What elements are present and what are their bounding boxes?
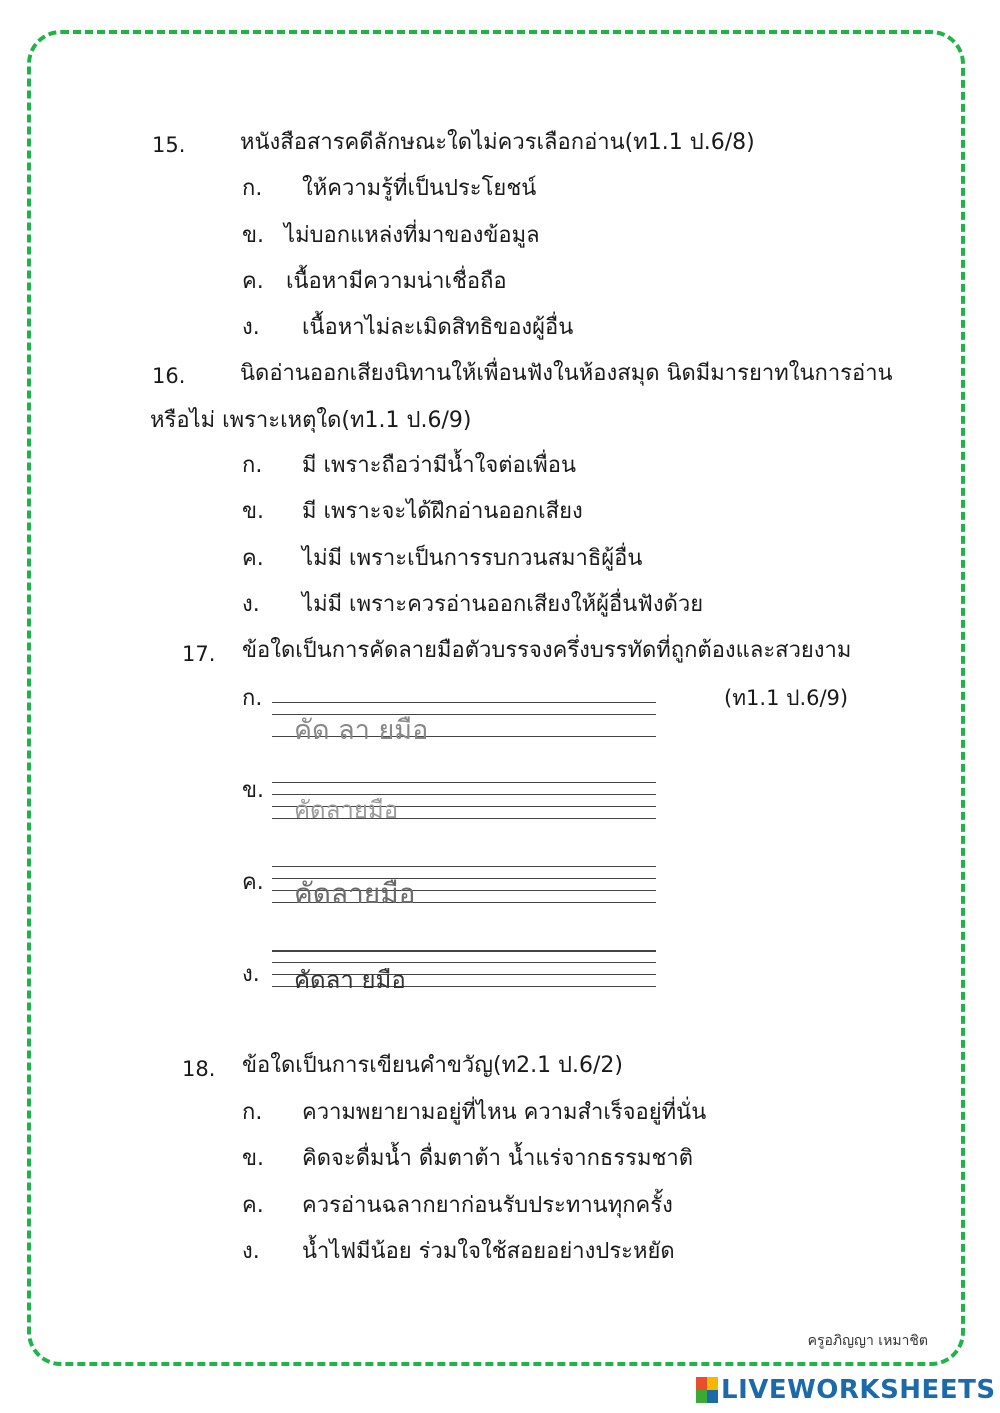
- writing-line: [272, 782, 656, 783]
- question-16-text-line2: หรือไม่ เพราะเหตุใด(ท1.1 ป.6/9): [150, 408, 472, 433]
- q16-option-a-label[interactable]: ก.: [242, 453, 263, 478]
- q18-option-c-label[interactable]: ค.: [242, 1193, 264, 1218]
- q16-option-d-label[interactable]: ง.: [242, 592, 260, 617]
- q17-option-c-sample: คัดลายมือ: [294, 877, 416, 910]
- q17-option-d-sample: คัดลา ยมือ: [294, 966, 406, 994]
- q17-option-b-handwriting[interactable]: [272, 778, 656, 838]
- question-15-number: 15.: [152, 133, 186, 157]
- question-16-text-line1: นิดอ่านออกเสียงนิทานให้เพื่อนฟังในห้องสมุด นิดมีมารยาทในการอ่าน: [240, 361, 893, 386]
- liveworksheets-logo: [696, 1375, 996, 1405]
- q16-option-c-text[interactable]: ไม่มี เพราะเป็นการรบกวนสมาธิผู้อื่น: [302, 546, 643, 571]
- q18-option-a-label[interactable]: ก.: [242, 1100, 263, 1125]
- q17-option-a-sample: คัด ลา ยมือ: [294, 715, 429, 746]
- q16-option-b-label[interactable]: ข.: [242, 499, 265, 524]
- q17-option-d-handwriting[interactable]: [272, 946, 656, 1006]
- q18-option-d-label[interactable]: ง.: [242, 1239, 260, 1264]
- q15-option-b-label[interactable]: ข.: [242, 223, 265, 248]
- writing-line: [272, 866, 656, 867]
- q17-option-d-label[interactable]: ง.: [242, 962, 260, 987]
- question-17-number: 17.: [182, 642, 216, 666]
- q17-option-a-label[interactable]: ก.: [242, 686, 263, 711]
- question-17-indicator: (ท1.1 ป.6/9): [724, 686, 849, 710]
- q17-option-b-label[interactable]: ข.: [242, 778, 265, 803]
- question-18-number: 18.: [182, 1057, 216, 1081]
- q15-option-a-label[interactable]: ก.: [242, 176, 263, 201]
- q16-option-c-label[interactable]: ค.: [242, 546, 264, 571]
- q17-option-a-handwriting[interactable]: [272, 698, 656, 758]
- q18-option-d-text[interactable]: น้ำไฟมีน้อย ร่วมใจใช้สอยอย่างประหยัด: [302, 1239, 675, 1264]
- q15-option-b-text[interactable]: ไม่บอกแหล่งที่มาของข้อมูล: [284, 223, 540, 248]
- q16-option-d-text[interactable]: ไม่มี เพราะควรอ่านออกเสียงให้ผู้อื่นฟังด้วย: [302, 592, 704, 617]
- q18-option-a-text[interactable]: ความพยายามอยู่ที่ไหน ความสำเร็จอยู่ที่นั่น: [302, 1100, 707, 1125]
- liveworksheets-brand-text: LIVEWORKSHEETS: [721, 1375, 996, 1405]
- q18-option-b-text[interactable]: คิดจะดื่มน้ำ ดื่มตาต้า น้ำแร่จากธรรมชาติ: [302, 1146, 694, 1171]
- liveworksheets-logo-icon: [696, 1377, 718, 1403]
- question-16-number: 16.: [152, 364, 186, 388]
- q15-option-a-text[interactable]: ให้ความรู้ที่เป็นประโยชน์: [302, 176, 537, 201]
- q15-option-c-label[interactable]: ค.: [242, 269, 264, 294]
- q16-option-b-text[interactable]: มี เพราะจะได้ฝึกอ่านออกเสียง: [302, 499, 583, 524]
- question-17-text: ข้อใดเป็นการคัดลายมือตัวบรรจงครึ่งบรรทัดที่ถูกต้องและสวยงาม: [242, 638, 852, 663]
- question-15-text: หนังสือสารคดีลักษณะใดไม่ควรเลือกอ่าน(ท1.1 ป.6/8): [240, 130, 755, 155]
- writing-line: [272, 950, 656, 952]
- writing-line: [272, 702, 656, 703]
- question-18-text: ข้อใดเป็นการเขียนคำขวัญ(ท2.1 ป.6/2): [242, 1053, 624, 1078]
- q18-option-c-text[interactable]: ควรอ่านฉลากยาก่อนรับประทานทุกครั้ง: [302, 1193, 673, 1218]
- teacher-credit: ครูอภิญญา เหมาชิต: [807, 1333, 928, 1349]
- q17-option-c-label[interactable]: ค.: [242, 870, 264, 895]
- q15-option-d-text[interactable]: เนื้อหาไม่ละเมิดสิทธิของผู้อื่น: [302, 315, 574, 340]
- q17-option-b-sample: คัดลายมือ: [294, 796, 399, 824]
- q15-option-d-label[interactable]: ง.: [242, 315, 260, 340]
- q18-option-b-label[interactable]: ข.: [242, 1146, 265, 1171]
- q15-option-c-text[interactable]: เนื้อหามีความน่าเชื่อถือ: [286, 269, 507, 294]
- q17-option-c-handwriting[interactable]: [272, 862, 656, 922]
- q16-option-a-text[interactable]: มี เพราะถือว่ามีน้ำใจต่อเพื่อน: [302, 453, 577, 478]
